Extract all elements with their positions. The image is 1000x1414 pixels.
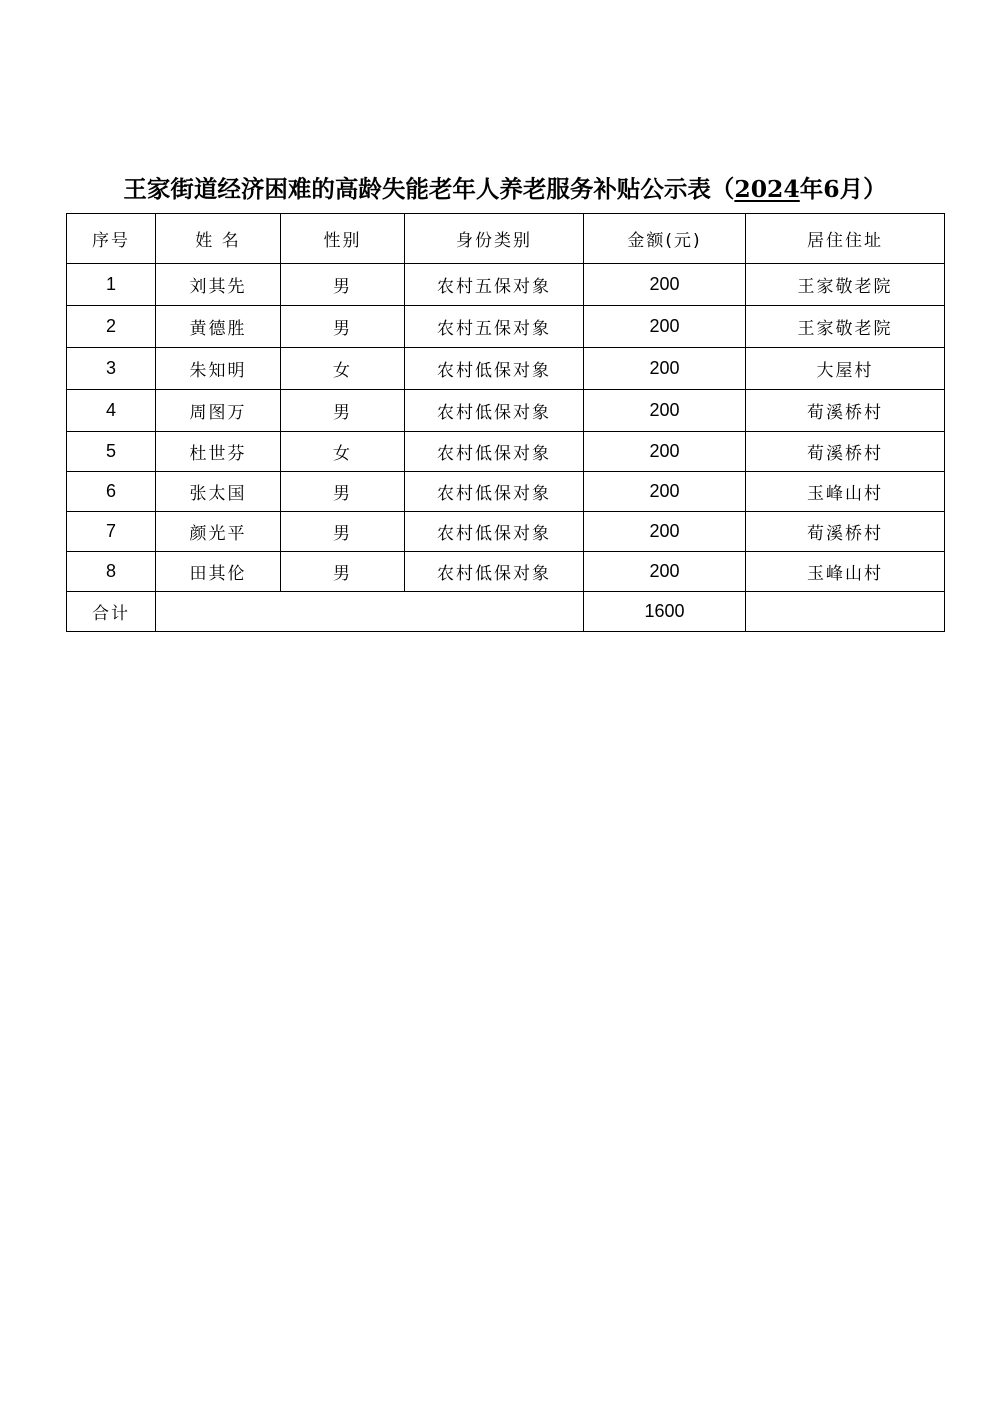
cell-gender: 男: [281, 552, 405, 592]
header-category: 身份类别: [405, 214, 584, 264]
header-address: 居住住址: [746, 214, 945, 264]
header-amount: 金额(元): [584, 214, 746, 264]
cell-name: 杜世芬: [156, 432, 281, 472]
cell-name: 颜光平: [156, 512, 281, 552]
cell-serial-number: 5: [67, 432, 156, 472]
table-row: [67, 390, 945, 432]
table-row: [67, 348, 945, 390]
total-row: [67, 592, 945, 632]
cell-category: 农村五保对象: [405, 306, 584, 348]
table-row: [67, 264, 945, 306]
total-address-empty-cell: [746, 592, 945, 632]
cell-category: 农村低保对象: [405, 390, 584, 432]
header-name: 姓 名: [156, 214, 281, 264]
cell-serial-number: 3: [67, 348, 156, 390]
cell-gender: 女: [281, 348, 405, 390]
cell-amount: 200: [584, 390, 746, 432]
total-label: 合计: [67, 592, 156, 632]
cell-name: 刘其先: [156, 264, 281, 306]
cell-category: 农村低保对象: [405, 512, 584, 552]
cell-gender: 男: [281, 390, 405, 432]
page-title: [66, 170, 944, 208]
cell-gender: 男: [281, 512, 405, 552]
cell-amount: 200: [584, 552, 746, 592]
cell-category: 农村低保对象: [405, 432, 584, 472]
cell-name: 周图万: [156, 390, 281, 432]
cell-address: 王家敬老院: [746, 264, 945, 306]
header-gender: 性别: [281, 214, 405, 264]
cell-amount: 200: [584, 264, 746, 306]
cell-amount: 200: [584, 512, 746, 552]
cell-address: 玉峰山村: [746, 552, 945, 592]
cell-serial-number: 2: [67, 306, 156, 348]
header-serial-number: 序号: [67, 214, 156, 264]
cell-category: 农村低保对象: [405, 348, 584, 390]
cell-amount: 200: [584, 472, 746, 512]
table-header-row: [67, 214, 945, 264]
table-row: [67, 512, 945, 552]
cell-address: 王家敬老院: [746, 306, 945, 348]
table-row: [67, 432, 945, 472]
cell-gender: 男: [281, 306, 405, 348]
title-suffix: 年6月）: [799, 175, 887, 203]
cell-address: 荀溪桥村: [746, 512, 945, 552]
cell-address: 玉峰山村: [746, 472, 945, 512]
table-row: [67, 306, 945, 348]
cell-category: 农村低保对象: [405, 472, 584, 512]
cell-serial-number: 1: [67, 264, 156, 306]
cell-address: 大屋村: [746, 348, 945, 390]
cell-serial-number: 7: [67, 512, 156, 552]
total-amount: 1600: [584, 592, 746, 632]
cell-gender: 女: [281, 432, 405, 472]
cell-amount: 200: [584, 306, 746, 348]
title-prefix: 王家街道经济困难的高龄失能老年人养老服务补贴公示表（: [123, 175, 735, 203]
cell-amount: 200: [584, 432, 746, 472]
table-row: [67, 472, 945, 512]
cell-amount: 200: [584, 348, 746, 390]
cell-category: 农村五保对象: [405, 264, 584, 306]
cell-serial-number: 4: [67, 390, 156, 432]
cell-serial-number: 8: [67, 552, 156, 592]
cell-serial-number: 6: [67, 472, 156, 512]
cell-gender: 男: [281, 264, 405, 306]
table-row: [67, 552, 945, 592]
cell-name: 黄德胜: [156, 306, 281, 348]
title-year: 2024: [734, 175, 800, 203]
cell-name: 田其伦: [156, 552, 281, 592]
cell-name: 张太国: [156, 472, 281, 512]
cell-address: 荀溪桥村: [746, 432, 945, 472]
cell-name: 朱知明: [156, 348, 281, 390]
cell-gender: 男: [281, 472, 405, 512]
total-empty-cell: [156, 592, 584, 632]
subsidy-table: [66, 213, 945, 632]
cell-address: 荀溪桥村: [746, 390, 945, 432]
cell-category: 农村低保对象: [405, 552, 584, 592]
